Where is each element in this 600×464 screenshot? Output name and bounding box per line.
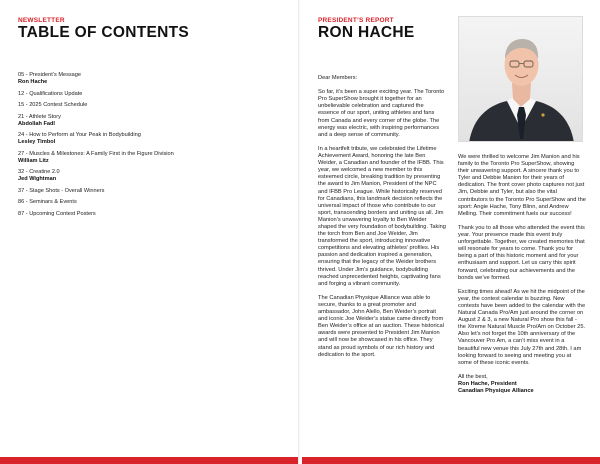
toc-entry[interactable] xyxy=(18,102,288,109)
toc-entry[interactable] xyxy=(18,151,288,165)
bottom-accent-bar xyxy=(302,457,600,464)
toc-entry-author: Ron Hache xyxy=(18,79,48,85)
toc-title: TABLE OF CONTENTS xyxy=(18,24,189,41)
portrait-photo-icon xyxy=(459,17,583,142)
toc-entry[interactable] xyxy=(18,199,288,206)
toc-entry-text: 86 - Seminars & Events xyxy=(18,199,77,205)
toc-entry[interactable] xyxy=(18,114,288,128)
letter-paragraph: Exciting times ahead! As we hit the midpoint of the year, the contest calendar is buzzing. New contests have been added to the calendar with the Natural Canada Pro/Am just around the corner on August 2 & 3, a new Natural Pro show this fall - the Xtreme Natural Muscle Pro/Am on October 25. Also let’s not forget the 10th anniversary of the Vancouver Pro Am, a can’t miss event in a beautiful new venue this July 27th and 28th. I am looking forward to seeing and meeting you at some of these iconic events. xyxy=(458,288,586,366)
toc-entry[interactable] xyxy=(18,211,288,218)
toc-entry-text: 12 - Qualifications Update xyxy=(18,90,83,97)
letter-column-right xyxy=(458,154,586,395)
toc-entry[interactable] xyxy=(18,72,288,86)
toc-entry-text: 05 - President’s Message xyxy=(18,72,82,78)
toc-entry[interactable] xyxy=(18,169,288,183)
toc-entry-text: 37 - Stage Shots - Overall Winners xyxy=(18,187,105,194)
report-title: RON HACHE xyxy=(318,24,415,41)
toc-entry-author: Jed Wightman xyxy=(18,176,57,182)
letter-column-left xyxy=(318,75,446,366)
toc-list xyxy=(18,72,288,222)
letter-paragraph: In a heartfelt tribute, we celebrated the Lifetime Achievement Award, honoring the late Ben Weider, a Canadian and founder of the IFBB. This year, we welcomed a new member to this esteemed circle, breaking tradition by presenting the award to Jim Manion, President of the NPC and IFBB Pro League. While historically reserved for Canadians, this landmark decision reflects the universal impact of those who contribute to our sport, transcending borders and uniting us all. Jim Manion’s unwavering loyalty to Ben Weider shaped the very foundation of bodybuilding. Taking the torch from Ben and Joe Weider, Jim transformed the sport, introducing innovative competitions and elevating athletes’ profiles. His passion and dedication inspired a generation, ensuring that the legacy of the Weider brothers thrived. Under Jim’s guidance, bodybuilding reached unprecedented heights, captivating fans and forging a vibrant community. xyxy=(318,145,446,287)
toc-entry-text: 32 - Creatine 2.0 xyxy=(18,169,60,175)
bottom-accent-bar xyxy=(0,457,298,464)
letter-paragraph: Thank you to all those who attended the event this year. Your presence made this event truly unforgettable. Together, we created memories that will resonate for years to come. Thank you for being a part of this historic moment and for your enthusiasm and support. Let us carry this spirit forward, celebrating our achievements and the bonds we’ve formed. xyxy=(458,224,585,281)
toc-entry-text: 87 - Upcoming Contest Posters xyxy=(18,210,96,217)
toc-entry[interactable] xyxy=(18,132,288,146)
toc-entry-text: 21 - Athlete Story xyxy=(18,113,61,120)
letter-paragraph: So far, it’s been a super exciting year. The Toronto Pro SuperShow brought it together for an unbelievable celebration and captured the essence of our sport, uniting athletes and fans from Canada and every corner of the globe. The energy was electric, with inspiring performances and a deep sense of community. xyxy=(318,89,445,138)
letter-paragraph: Dear Members: xyxy=(318,75,358,81)
toc-entry-author: Abdollah Fadl xyxy=(18,120,55,127)
toc-entry-text: 27 - Muscles & Milestones: A Family First in the Figure Division xyxy=(18,150,174,157)
toc-entry-text: 15 - 2025 Contest Schedule xyxy=(18,102,88,108)
letter-paragraph: The Canadian Physique Alliance was able to secure, thanks to a great promoter and ambassador, John Alello, Ben Weider’s portrait and iconic Joe Weider’s statue came directly from Ben Weider’s office at an auction. These historical awards were presented to President Jim Manion and will now be showcased in his office. They stand as proud symbols of our rich history and dedication to the sport. xyxy=(318,294,444,358)
signature-name: Ron Hache, President xyxy=(458,381,517,387)
signoff: All the best, xyxy=(458,373,488,380)
toc-entry[interactable] xyxy=(18,188,288,195)
portrait-photo xyxy=(458,16,583,142)
toc-entry-author: Lesley Timbol xyxy=(18,139,56,145)
signature-org: Canadian Physique Alliance xyxy=(458,388,534,395)
toc-kicker: NEWSLETTER xyxy=(18,17,65,24)
toc-entry-text: 24 - How to Perform at Your Peak in Bodybuilding xyxy=(18,132,141,138)
letter-paragraph: We were thrilled to welcome Jim Manion and his family to the Toronto Pro SuperShow, showing their unwavering support. A sincere thank you to Tyler and Debbie Manion for their years of dedication. The front cover photo captures not just Jim, Debbie and Tyler, but also the vital contributors to the Toronto Pro SuperShow and the sport: Angie Hache, Tony Blinn, and Andrew Melling. Their commitment fuels our success! xyxy=(458,154,586,217)
toc-entry[interactable] xyxy=(18,91,288,98)
toc-entry-author: William Litz xyxy=(18,157,49,164)
report-kicker: PRESIDENT’S REPORT xyxy=(318,17,394,24)
